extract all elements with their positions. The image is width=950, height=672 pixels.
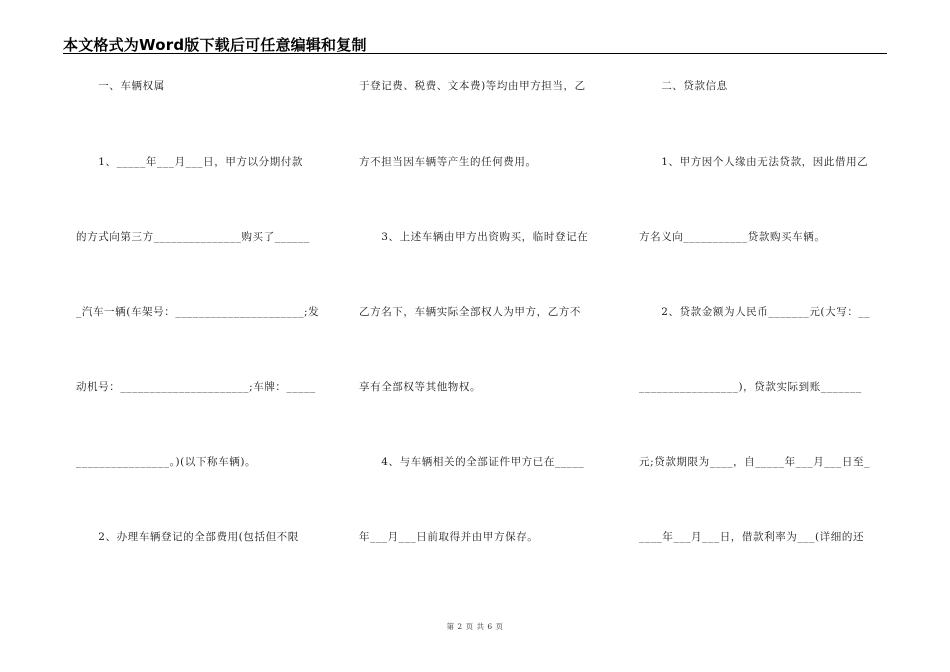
paragraph-line: 1、甲方因个人缘由无法贷款，因此借用乙 [639,156,869,168]
paragraph-line: _________________)，贷款实际到账_______ [639,381,862,393]
paragraph-line: ________________。)(以下称车辆)。 [76,456,257,468]
paragraph-line: _汽车一辆(车架号：______________________;发 [76,306,320,318]
paragraph-line: 2、办理车辆登记的全部费用(包括但不限 [76,531,299,543]
paragraph-line: 元;贷款期限为____，自_____年___月___日至_ [639,456,870,468]
paragraph-line: 2、贷款金额为人民币_______元(大写：__ [639,306,871,318]
paragraph-line: 享有全部权等其他物权。 [359,381,482,393]
paragraph-line: 4、与车辆相关的全部证件甲方已在_____ [359,456,585,468]
paragraph-line: 方不担当因车辆等产生的任何费用。 [359,156,537,168]
header-divider [63,53,887,54]
paragraph-line: 乙方名下，车辆实际全部权人为甲方，乙方不 [359,306,581,318]
paragraph-line: ____年___月___日，借款利率为___(详细的还 [639,531,865,543]
paragraph-line: 的方式向第三方_______________购买了______ [76,231,310,243]
paragraph-line: 于登记费、税费、文本费)等均由甲方担当，乙 [359,80,586,92]
page-number-label: 第 2 页 共 6 页 [446,622,504,631]
paragraph-line: 方名义向___________贷款购买车辆。 [639,231,826,243]
paragraph-line: 一、车辆权属 [76,80,165,92]
paragraph-line: 年___月___日前取得并由甲方保存。 [359,531,539,543]
document-header-title: 本文格式为Word版下载后可任意编辑和复制 [63,36,367,54]
paragraph-line: 3、上述车辆由甲方出资购买，临时登记在 [359,231,589,243]
paragraph-line: 1、_____年___月___日，甲方以分期付款 [76,156,304,168]
paragraph-line: 动机号：______________________;车牌：_____ [76,381,316,393]
paragraph-line: 二、贷款信息 [639,80,728,92]
